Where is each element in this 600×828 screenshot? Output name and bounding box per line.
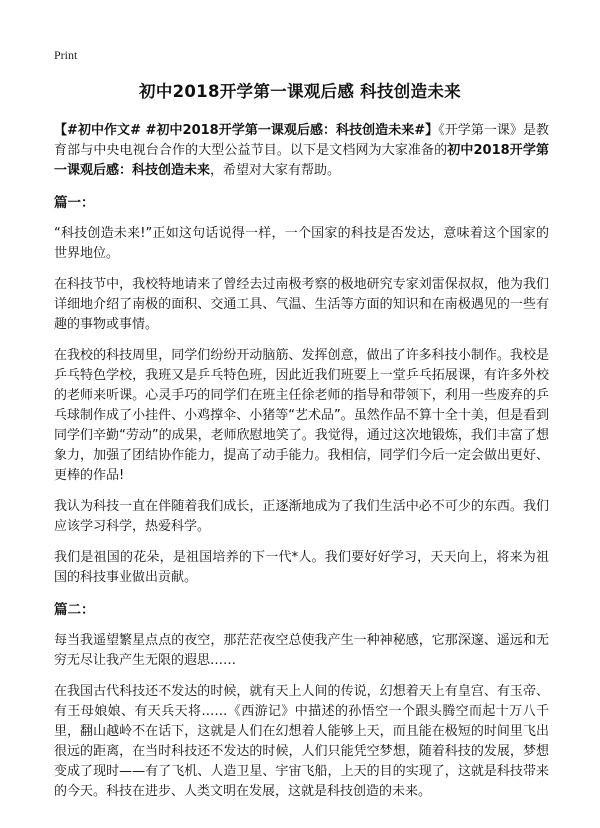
section1-paragraph: 我认为科技一直在伴随着我们成长，正逐渐地成为了我们生活中必不可少的东西。我们应该学习科学，热爱科学。 xyxy=(54,499,549,534)
intro-text: 《开学第一课》是教育部与中央电视台合作的大型公益节目。以下是文档网为大家准备的 xyxy=(54,123,549,158)
document-title: 初中2018开学第一课观后感 科技创造未来 xyxy=(139,82,461,101)
intro-bold-title: 初中2018开学第一课观后感：科技创造未来 xyxy=(54,143,549,178)
section1-paragraph: 我们是祖国的花朵，是祖国培养的下一代*人。我们要好好学习，天天向上，将来为祖国的科技事业做出贡献。 xyxy=(54,550,549,585)
section1-paragraph: “科技创造未来!”正如这句话说得一样，一个国家的科技是否发达，意味着这个国家的世界地位。 xyxy=(54,226,549,261)
intro-tag: 【#初中作文# #初中2018开学第一课观后感：科技创造未来#】 xyxy=(54,123,439,138)
section1-heading: 篇一： xyxy=(54,195,95,211)
section2-paragraph: 在我国古代科技还不发达的时候，就有天上人间的传说，幻想着天上有皇宫、有玉帝、有王母娘娘、有天兵天将……《西游记》中描述的孙悟空一个跟头腾空而起十万八千里，翻山越岭不在话下，这就是人们在幻想着人能够上天，而且能在极短的时间里飞出很远的距离，在当时科技还不发达的时候，人们只能凭空梦想，随着科技的发展，梦想变成了现时——有了飞机、人造卫星、宇宙飞船，上天的目的实现了，这就是科技带来的今天。科技在进步、人类文明在发展，这就是科技创造的未来。 xyxy=(54,684,549,799)
section1-paragraph: 在科技节中，我校特地请来了曾经去过南极考察的极地研究专家刘雷保叔叔，他为我们详细地介绍了南极的面积、交通工具、气温、生活等方面的知识和在南极遇见的一些有趣的事物或事情。 xyxy=(54,277,549,332)
document-body xyxy=(54,121,549,802)
print-label: Print xyxy=(54,48,78,62)
intro-text-end: ，希望对大家有帮助。 xyxy=(210,163,341,178)
section2-heading: 篇二： xyxy=(54,602,95,618)
section2-paragraph: 每当我遥望繁星点点的夜空，那茫茫夜空总使我产生一种神秘感，它那深邃、遥远和无穷无尽让我产生无限的遐思…… xyxy=(54,633,549,668)
section1-paragraph: 在我校的科技周里，同学们纷纷开动脑筋、发挥创意，做出了许多科技小制作。我校是乒乓特色学校，我班又是乒乓特色班，因此近我们班要上一堂乒乓拓展课，有许多外校的老师来听课。心灵手巧的同学们在班主任徐老师的指导和带领下，利用一些废弃的乒乓球制作成了小挂件、小鸡撑伞、小猪等“艺术品”。虽然作品不算十全十美，但是看到同学们辛勤“劳动”的成果，老师欣慰地笑了。我觉得，通过这次地锻炼，我们丰富了想象力，加强了团结协作能力，提高了动手能力。我相信，同学们今后一定会做出更好、更棒的作品! xyxy=(54,348,549,483)
intro-paragraph xyxy=(54,121,549,181)
